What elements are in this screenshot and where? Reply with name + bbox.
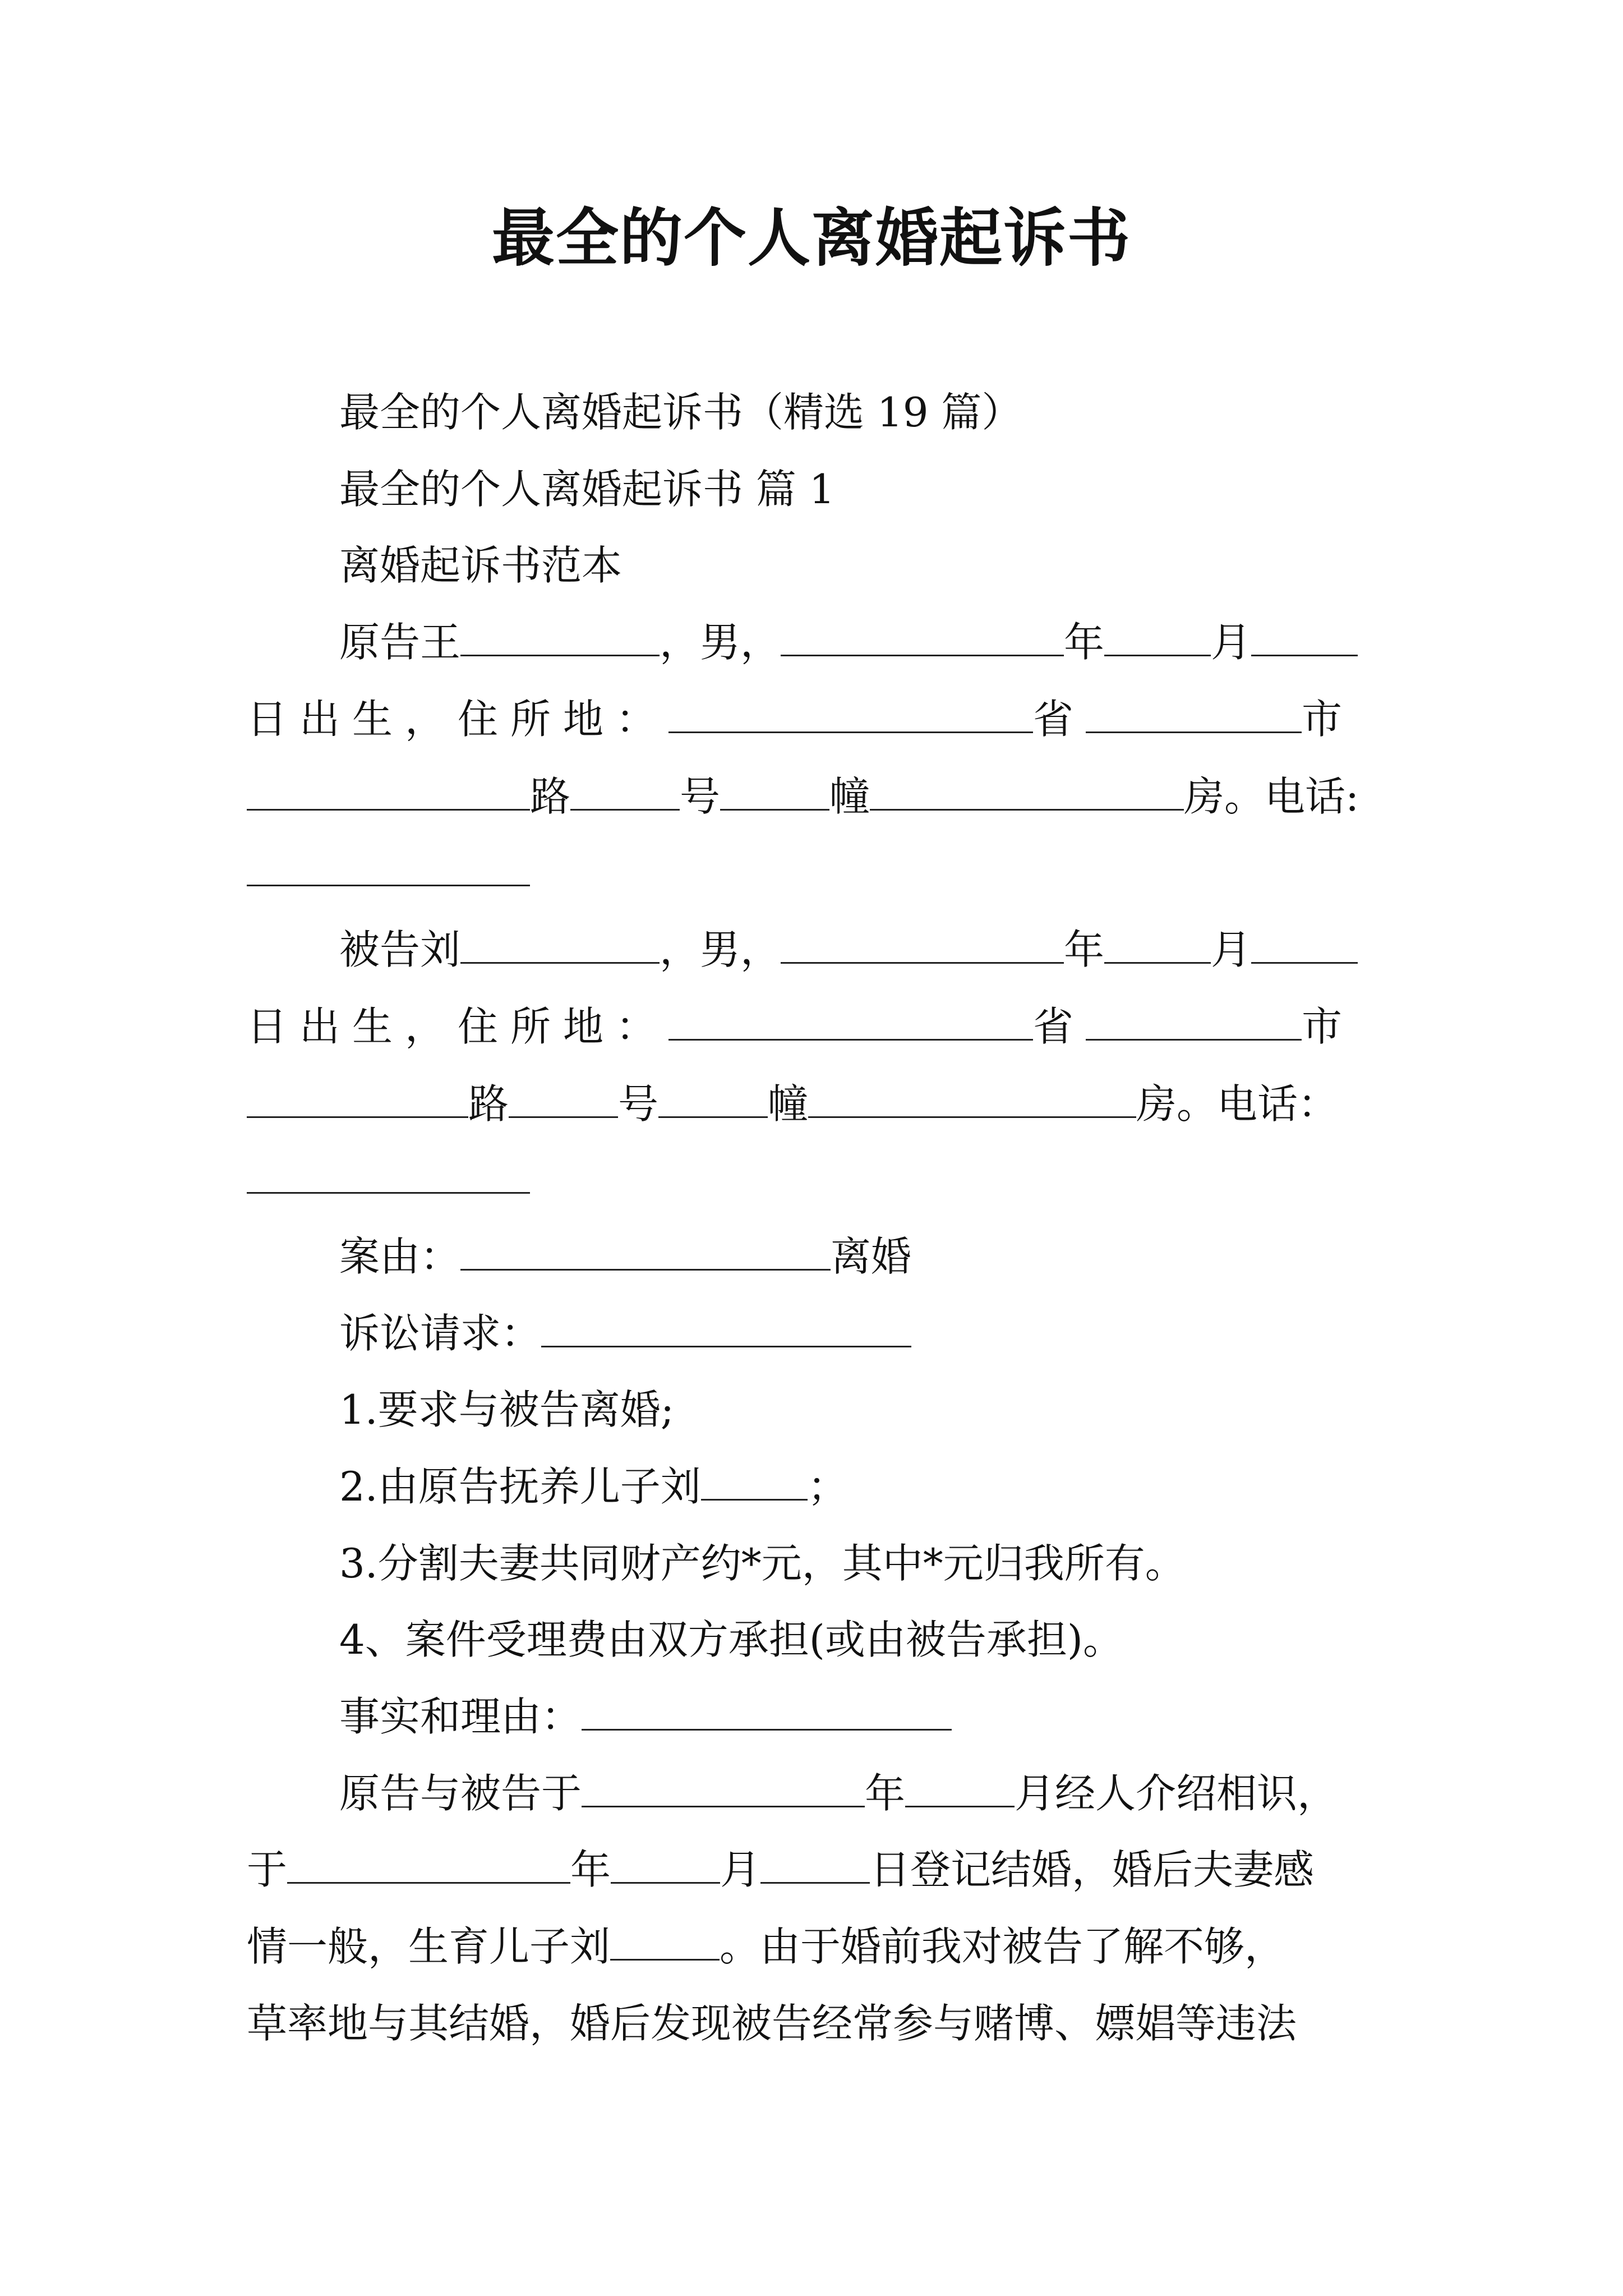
plaintiff-building-blank bbox=[720, 770, 829, 811]
defendant-phone-blank bbox=[247, 1153, 530, 1194]
plaintiff-road-blank bbox=[247, 770, 530, 811]
facts-line-1 bbox=[247, 1765, 1483, 1821]
cause-line bbox=[247, 1228, 1483, 1285]
defendant-province-blank bbox=[668, 1000, 1033, 1041]
facts-text: 。由于婚前我对被告了解不够， bbox=[720, 1923, 1285, 1970]
meet-month-blank bbox=[905, 1766, 1015, 1807]
plaintiff-sex: ，男， bbox=[660, 619, 781, 666]
plaintiff-city-blank bbox=[1086, 692, 1302, 733]
num-label: 号 bbox=[680, 773, 721, 820]
plaintiff-day-blank bbox=[1251, 615, 1358, 656]
facts-text: 日登记结婚，婚后夫妻感 bbox=[870, 1846, 1315, 1893]
city-label: 市 bbox=[1302, 696, 1355, 743]
claim-item: 4、案件受理费由双方承担(或由被告承担)。 bbox=[339, 1616, 1123, 1663]
facts-blank bbox=[582, 1690, 952, 1731]
province-label: 省 bbox=[1033, 696, 1086, 743]
document-title: 最全的个人离婚起诉书 bbox=[492, 201, 1131, 275]
defendant-sex: ，男， bbox=[660, 926, 781, 973]
defendant-road-blank bbox=[247, 1077, 468, 1118]
city-label: 市 bbox=[1302, 1003, 1355, 1050]
heading-part: 最全的个人离婚起诉书 篇 1 bbox=[339, 466, 835, 513]
plaintiff-year-blank bbox=[781, 615, 1064, 656]
cause-label: 案由： bbox=[339, 1233, 461, 1280]
plaintiff-line-1 bbox=[247, 614, 1483, 670]
facts-label: 事实和理由： bbox=[339, 1693, 582, 1740]
marry-day-blank bbox=[760, 1843, 870, 1884]
claims-label: 诉讼请求： bbox=[339, 1310, 542, 1357]
defendant-year-blank bbox=[781, 923, 1064, 964]
facts-text: 于 bbox=[247, 1846, 288, 1893]
claim-item: 3.分割夫妻共同财产约*元，其中*元归我所有。 bbox=[339, 1540, 1186, 1587]
facts-line-4: 草率地与其结婚，婚后发现被告经常参与赌博、嫖娼等违法 bbox=[247, 2000, 1297, 2047]
defendant-label: 被告刘 bbox=[339, 926, 461, 973]
plaintiff-phone-blank bbox=[247, 845, 530, 886]
marry-year-blank bbox=[287, 1843, 570, 1884]
defendant-name-blank bbox=[460, 923, 660, 964]
facts-text: 原告与被告于 bbox=[339, 1770, 582, 1817]
defendant-day-blank bbox=[1251, 923, 1358, 964]
defendant-line-2 bbox=[247, 999, 1391, 1055]
facts-line-3 bbox=[247, 1918, 1391, 1975]
num-label: 号 bbox=[618, 1080, 659, 1128]
son-name-blank-2 bbox=[610, 1920, 720, 1961]
facts-heading bbox=[247, 1688, 1483, 1745]
heading-sample: 离婚起诉书范本 bbox=[339, 542, 623, 589]
meet-year-blank bbox=[582, 1766, 865, 1807]
month-label: 月 bbox=[1211, 619, 1252, 666]
facts-text: 年 bbox=[865, 1770, 906, 1817]
defendant-line-4 bbox=[247, 1152, 1391, 1208]
year-label: 年 bbox=[1064, 926, 1105, 973]
phone-label: 房。电话： bbox=[1136, 1080, 1339, 1128]
province-label: 省 bbox=[1033, 1003, 1086, 1050]
defendant-room-blank bbox=[808, 1077, 1136, 1118]
son-name-blank bbox=[701, 1460, 808, 1501]
year-label: 年 bbox=[1064, 619, 1105, 666]
facts-text: 年 bbox=[570, 1846, 611, 1893]
plaintiff-name-blank bbox=[460, 615, 660, 656]
facts-line-2 bbox=[247, 1842, 1391, 1898]
cause-blank bbox=[460, 1230, 831, 1271]
claim-end: ； bbox=[807, 1463, 848, 1510]
plaintiff-month-blank bbox=[1104, 615, 1211, 656]
defendant-num-blank bbox=[509, 1077, 618, 1118]
cause-suffix: 离婚 bbox=[831, 1233, 912, 1280]
claim-item bbox=[247, 1458, 1483, 1515]
heading-collection: 最全的个人离婚起诉书（精选 19 篇） bbox=[339, 389, 1022, 436]
building-label: 幢 bbox=[768, 1080, 809, 1128]
defendant-line-1 bbox=[247, 922, 1483, 978]
facts-text: 月 bbox=[720, 1846, 761, 1893]
month-label: 月 bbox=[1211, 926, 1252, 973]
defendant-city-blank bbox=[1086, 1000, 1302, 1041]
defendant-building-blank bbox=[658, 1077, 768, 1118]
plaintiff-line-4 bbox=[247, 844, 1391, 900]
road-label: 路 bbox=[468, 1080, 509, 1128]
plaintiff-room-blank bbox=[870, 770, 1184, 811]
facts-text: 月经人介绍相识， bbox=[1015, 1770, 1338, 1817]
facts-text: 情一般，生育儿子刘 bbox=[247, 1923, 611, 1970]
claims-blank bbox=[541, 1306, 911, 1347]
plaintiff-line-3 bbox=[247, 769, 1391, 825]
plaintiff-line-2 bbox=[247, 691, 1391, 747]
defendant-month-blank bbox=[1104, 923, 1211, 964]
plaintiff-label: 原告王 bbox=[339, 619, 461, 666]
claim-text: 2.由原告抚养儿子刘 bbox=[339, 1463, 701, 1510]
defendant-born: 日出生，住所地： bbox=[247, 1003, 669, 1050]
plaintiff-num-blank bbox=[570, 770, 680, 811]
phone-label: 房。电话: bbox=[1184, 773, 1359, 820]
road-label: 路 bbox=[530, 773, 571, 820]
claims-heading bbox=[247, 1305, 1483, 1361]
claim-item: 1.要求与被告离婚; bbox=[339, 1386, 674, 1433]
marry-month-blank bbox=[611, 1843, 720, 1884]
defendant-line-3 bbox=[247, 1076, 1391, 1132]
building-label: 幢 bbox=[829, 773, 870, 820]
plaintiff-province-blank bbox=[668, 692, 1033, 733]
plaintiff-born: 日出生，住所地： bbox=[247, 696, 669, 743]
